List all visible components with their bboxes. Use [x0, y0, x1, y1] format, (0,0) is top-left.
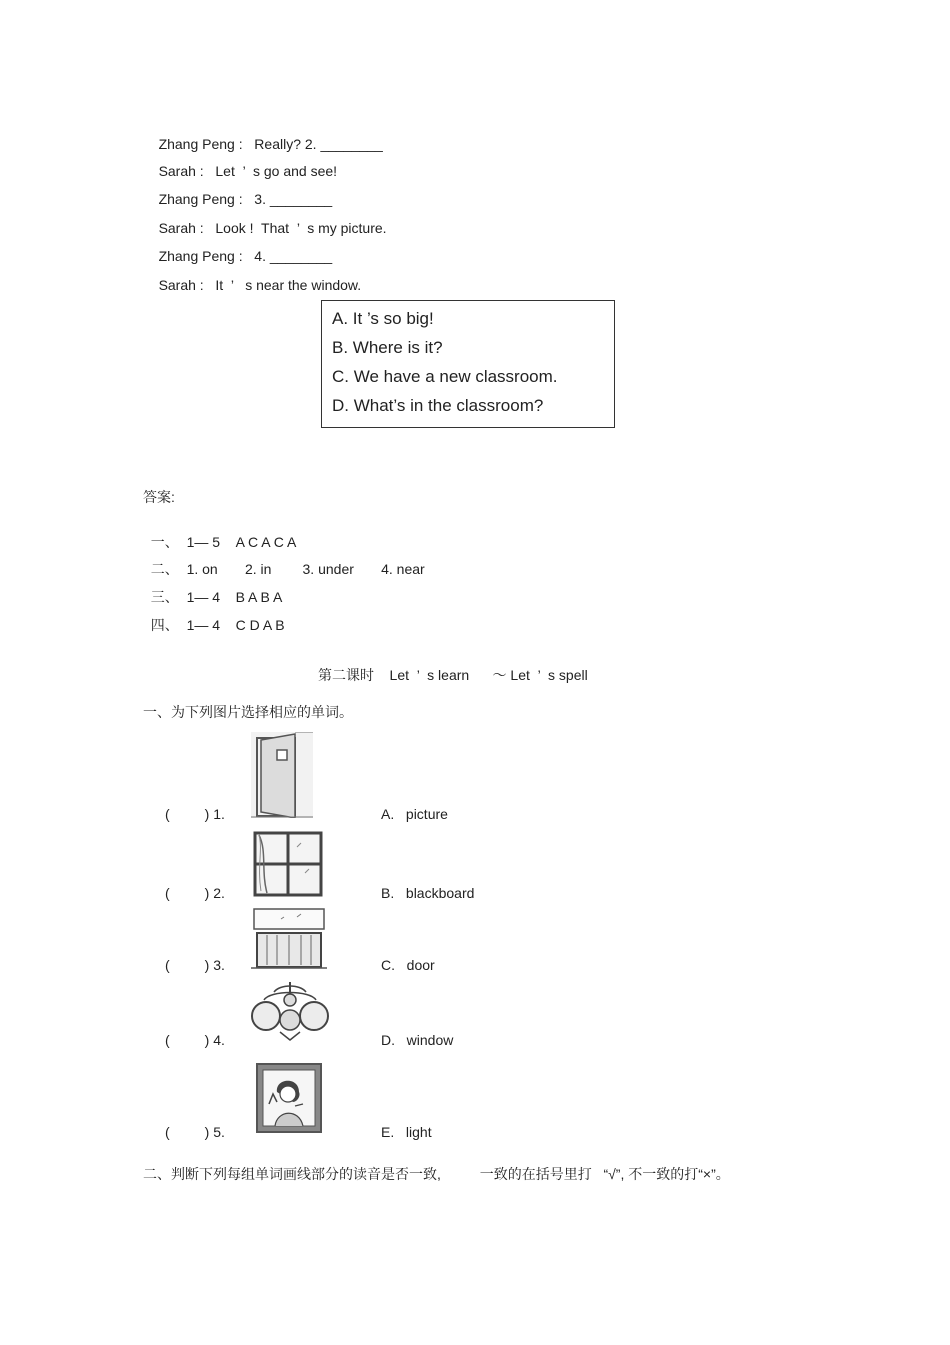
speaker: Zhang Peng : — [158, 136, 243, 152]
answer-num: 一、 — [150, 534, 179, 550]
lesson-title: 第二课时 Let ’ s learn ～ Let ’ s spell — [318, 667, 588, 683]
word-text: picture — [405, 806, 448, 822]
speaker: Zhang Peng : — [158, 248, 243, 264]
section1-heading: 一、为下列图片选择相应的单词。 — [143, 704, 353, 720]
word-option — [381, 806, 448, 822]
line-text: 4. ________ — [254, 248, 333, 264]
option-d: D. What’s in the classroom? — [332, 396, 544, 415]
word-option — [381, 1124, 432, 1140]
word-letter: B. — [381, 885, 395, 901]
word-text: blackboard — [405, 885, 475, 901]
word-text: window — [406, 1032, 454, 1048]
word-letter: A. — [381, 806, 395, 822]
picture-frame-icon — [255, 1062, 323, 1134]
answer-range: 1— 4 — [186, 589, 221, 605]
word-option — [381, 885, 474, 901]
answer-range: 1— 5 — [186, 534, 221, 550]
line-text: 3. ________ — [254, 191, 333, 207]
answer-range: 1— 4 — [186, 617, 221, 633]
answer-values: 2. in 3. under 4. near — [244, 561, 425, 577]
word-letter: C. — [381, 957, 395, 973]
light-icon — [250, 980, 330, 1044]
option-c: C. We have a new classroom. — [332, 367, 558, 386]
answer-num: 三、 — [150, 589, 179, 605]
answer-row — [143, 599, 285, 635]
word-text: door — [406, 957, 435, 973]
door-icon — [251, 732, 313, 818]
speaker: Sarah : — [158, 277, 204, 293]
item-bracket: ( ) 2. — [165, 885, 225, 901]
line-text: It ’ s near the window. — [215, 277, 362, 293]
answer-values: C D A B — [235, 617, 285, 633]
speaker: Sarah : — [158, 163, 204, 179]
item-bracket: ( ) 4. — [165, 1032, 225, 1048]
speaker: Sarah : — [158, 220, 204, 236]
line-text: Let ’ s go and see! — [215, 163, 338, 179]
answer-range: 1. on — [186, 561, 218, 577]
blackboard-icon — [251, 907, 327, 971]
answers-title: 答案: — [143, 489, 175, 505]
answer-values: A C A C A — [235, 534, 297, 550]
item-bracket: ( ) 3. — [165, 957, 225, 973]
answer-values: B A B A — [235, 589, 283, 605]
line-text: Look ! That ’ s my picture. — [215, 220, 387, 236]
word-option — [381, 1032, 453, 1048]
option-a: A. It ’s so big! — [332, 309, 434, 328]
line-text: Really? 2. ________ — [254, 136, 383, 152]
item-bracket: ( ) 1. — [165, 806, 225, 822]
item-bracket: ( ) 5. — [165, 1124, 225, 1140]
window-icon — [253, 831, 323, 897]
speaker: Zhang Peng : — [158, 191, 243, 207]
answer-num: 四、 — [150, 617, 179, 633]
section2-heading: 二、判断下列每组单词画线部分的读音是否一致, 一致的在括号里打 “√”, 不一致的打“×”。 — [143, 1166, 730, 1182]
option-b: B. Where is it? — [332, 338, 443, 357]
word-letter: E. — [381, 1124, 395, 1140]
word-letter: D. — [381, 1032, 395, 1048]
word-option — [381, 957, 435, 973]
word-text: light — [405, 1124, 432, 1140]
answer-num: 二、 — [150, 561, 179, 577]
